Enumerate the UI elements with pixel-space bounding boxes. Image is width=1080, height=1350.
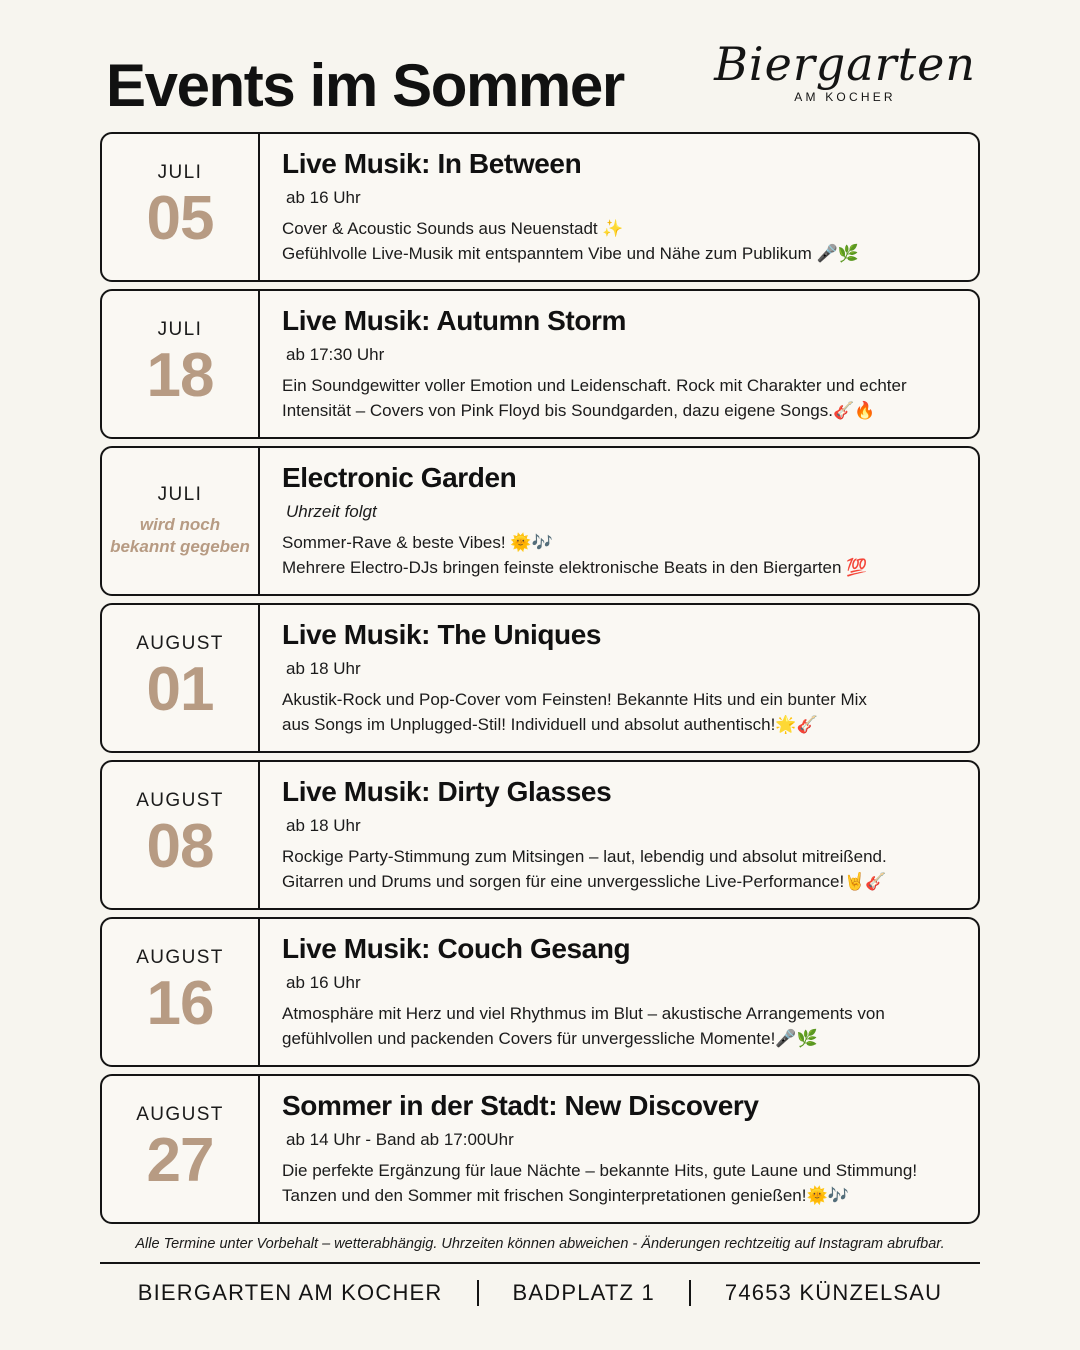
event-time: ab 16 Uhr xyxy=(286,972,361,992)
event-day: 16 xyxy=(146,969,214,1039)
event-time: ab 16 Uhr xyxy=(286,187,361,207)
event-info xyxy=(260,605,978,751)
event-title: Live Musik: Couch Gesang xyxy=(282,933,631,965)
event-title: Live Musik: Dirty Glasses xyxy=(282,776,612,808)
event-list xyxy=(100,132,980,1224)
event-month: AUGUST xyxy=(136,633,224,655)
event-info xyxy=(260,1076,978,1222)
footer-street: BADPLATZ 1 xyxy=(512,1280,655,1305)
event-day: 27 xyxy=(146,1126,214,1196)
footer-city: 74653 KÜNZELSAU xyxy=(724,1280,943,1305)
event-info xyxy=(260,134,978,280)
event-description-line: Gefühlvolle Live-Musik mit entspanntem Vibe und Nähe zum Publikum 🎤🌿 xyxy=(282,244,859,264)
event-description-line: Ein Soundgewitter voller Emotion und Leidenschaft. Rock mit Charakter und echter xyxy=(282,375,907,395)
event-date xyxy=(102,762,260,908)
event-description-line: Tanzen und den Sommer mit frischen Songinterpretationen genießen!🌞🎶 xyxy=(282,1186,849,1206)
event-month: JULI xyxy=(157,484,203,506)
event-description xyxy=(282,530,962,581)
event-description-line: Die perfekte Ergänzung für laue Nächte – bekannte Hits, gute Laune und Stimmung! xyxy=(282,1160,918,1180)
event-description xyxy=(282,844,962,895)
event-description-line: Gitarren und Drums und sorgen für eine unvergessliche Live-Performance!🤘🎸 xyxy=(282,872,887,892)
event-info xyxy=(260,762,978,908)
event-description-line: Rockige Party-Stimmung zum Mitsingen – laut, lebendig und absolut mitreißend. xyxy=(282,846,887,866)
event-description-line: Intensität – Covers von Pink Floyd bis Soundgarden, dazu eigene Songs.🎸🔥 xyxy=(282,401,876,421)
event-row xyxy=(100,446,980,596)
event-title: Live Musik: In Between xyxy=(282,148,582,180)
event-time: ab 14 Uhr - Band ab 17:00Uhr xyxy=(286,1129,514,1149)
event-description-line: Atmosphäre mit Herz und viel Rhythmus im Blut – akustische Arrangements von xyxy=(282,1003,885,1023)
event-description xyxy=(282,687,962,738)
event-time: ab 17:30 Uhr xyxy=(286,344,385,364)
event-date xyxy=(102,448,260,594)
logo-subtitle: AM KOCHER xyxy=(794,90,896,105)
event-title: Sommer in der Stadt: New Discovery xyxy=(282,1090,759,1122)
event-description xyxy=(282,1001,962,1052)
event-description xyxy=(282,1158,962,1209)
event-row xyxy=(100,917,980,1067)
event-description-line: Sommer-Rave & beste Vibes! 🌞🎶 xyxy=(282,532,553,552)
event-time: ab 18 Uhr xyxy=(286,815,361,835)
footer-venue-name: BIERGARTEN AM KOCHER xyxy=(137,1280,443,1305)
event-date xyxy=(102,1076,260,1222)
page-title: Events im Sommer xyxy=(106,52,624,119)
event-row xyxy=(100,603,980,753)
event-description-line: Akustik-Rock und Pop-Cover vom Feinsten! Bekannte Hits und ein bunter Mix xyxy=(282,689,867,709)
event-month: JULI xyxy=(157,162,203,184)
footer-separator xyxy=(689,1280,691,1306)
event-date xyxy=(102,919,260,1065)
logo-wordmark: Biergarten xyxy=(714,37,976,91)
event-date xyxy=(102,291,260,437)
event-info xyxy=(260,291,978,437)
disclaimer-text: Alle Termine unter Vorbehalt – wetterabhängig. Uhrzeiten können abweichen - Änderungen rechtzeitig auf Instagram abrufbar. xyxy=(135,1236,945,1252)
event-info xyxy=(260,919,978,1065)
event-description xyxy=(282,373,962,424)
poster-header xyxy=(0,0,1080,119)
event-description-line: aus Songs im Unplugged-Stil! Individuell und absolut authentisch!🌟🎸 xyxy=(282,715,818,735)
event-title: Live Musik: Autumn Storm xyxy=(282,305,627,337)
event-day: 08 xyxy=(146,812,214,882)
event-day: 01 xyxy=(146,655,214,725)
event-day: 05 xyxy=(146,184,214,254)
event-description-line: gefühlvollen und packenden Covers für unvergessliche Momente!🎤🌿 xyxy=(282,1029,818,1049)
event-day: 18 xyxy=(146,341,214,411)
event-row xyxy=(100,760,980,910)
event-row xyxy=(100,1074,980,1224)
footer-separator xyxy=(477,1280,479,1306)
event-description-line: Cover & Acoustic Sounds aus Neuenstadt ✨ xyxy=(282,218,624,238)
footer-contact xyxy=(0,1280,1080,1306)
event-description-line: Mehrere Electro-DJs bringen feinste elektronische Beats in den Biergarten 💯 xyxy=(282,558,868,578)
brand-logo xyxy=(714,37,976,105)
event-description xyxy=(282,216,962,267)
event-date xyxy=(102,134,260,280)
event-month: AUGUST xyxy=(136,947,224,969)
event-date xyxy=(102,605,260,751)
event-month: JULI xyxy=(157,319,203,341)
event-time: Uhrzeit folgt xyxy=(286,501,377,521)
event-month: AUGUST xyxy=(136,1104,224,1126)
event-info xyxy=(260,448,978,594)
event-row xyxy=(100,132,980,282)
event-row xyxy=(100,289,980,439)
event-time: ab 18 Uhr xyxy=(286,658,361,678)
footer-divider xyxy=(100,1262,980,1264)
event-date-note: wird noch bekannt gegeben xyxy=(110,515,250,556)
event-title: Electronic Garden xyxy=(282,462,517,494)
event-month: AUGUST xyxy=(136,790,224,812)
event-title: Live Musik: The Uniques xyxy=(282,619,602,651)
